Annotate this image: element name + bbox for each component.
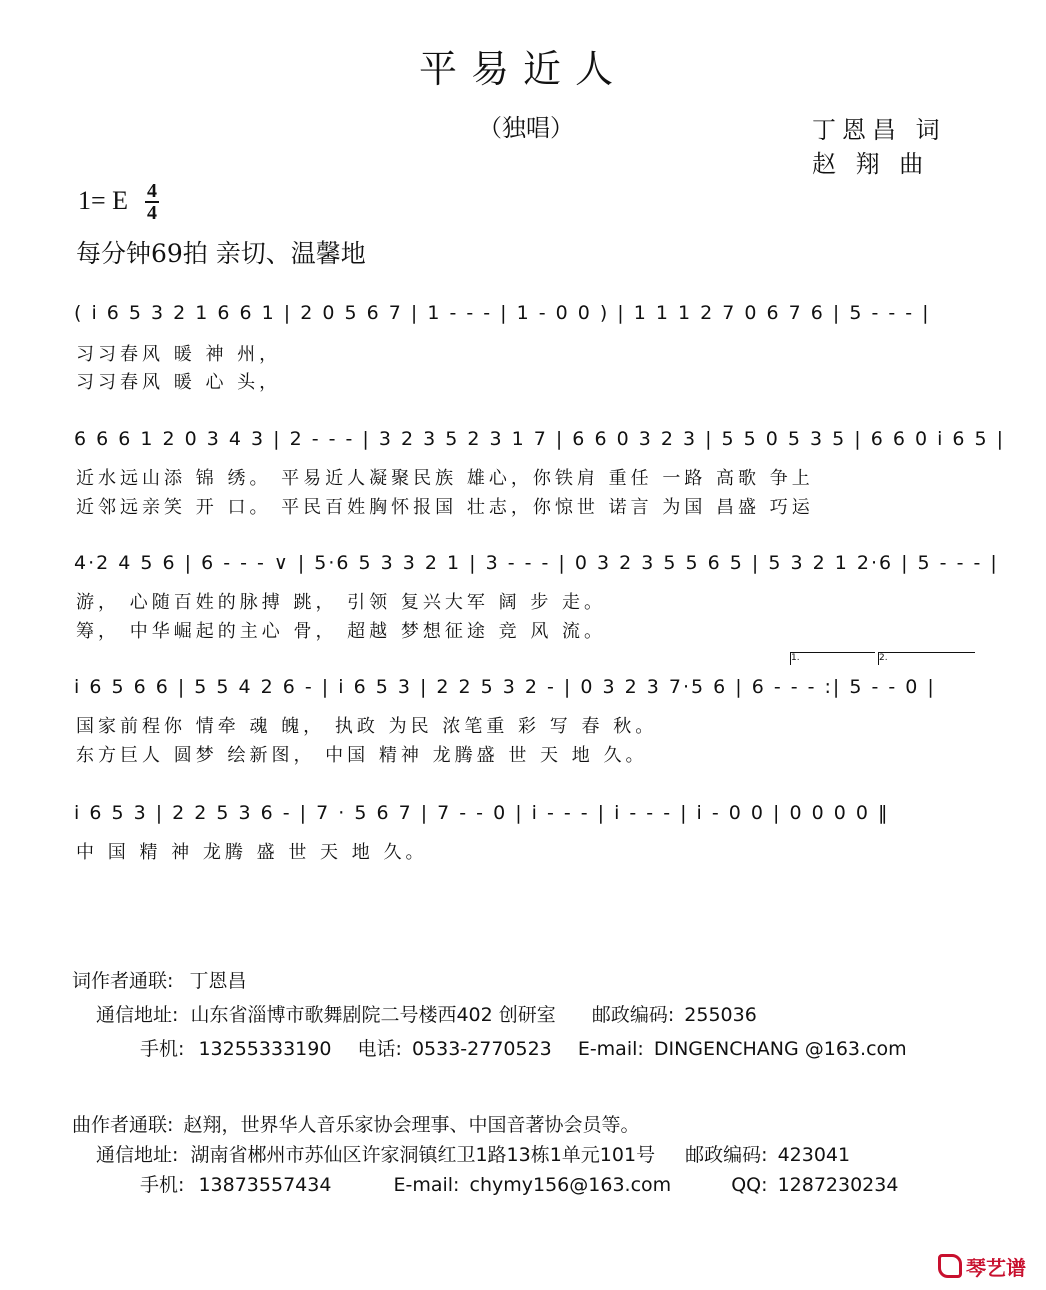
- key-signature: 1= E: [78, 186, 129, 215]
- composer-contact-name: 赵翔，世界华人音乐家协会理事、中国音著协会员等。: [183, 1114, 640, 1136]
- composer-credit: 赵 翔 曲: [812, 150, 930, 178]
- watermark-text: 琴艺谱: [966, 1256, 1026, 1280]
- lyricist-postcode: 255036: [684, 1004, 757, 1026]
- lyricist-address-label: 通信地址:: [96, 1004, 179, 1026]
- lyricist-email: DINGENCHANG @163.com: [653, 1038, 907, 1060]
- lyricist-credit: 丁恩昌 词: [812, 116, 946, 144]
- composer-qq: 1287230234: [777, 1174, 899, 1196]
- lyricist-contact-name-row: [72, 966, 246, 993]
- composer-address-label: 通信地址:: [96, 1144, 179, 1166]
- composer-qq-label: QQ:: [731, 1174, 768, 1196]
- lyricist-tel-label: 电话:: [357, 1038, 402, 1060]
- score-line-2-notes: 6 6 6 1 2 0 3 4 3 | 2 - - - | 3 2 3 5 2 3 1 7 | 6 6 0 3 2 3 | 5 5 0 5 3 5 | 6 6 0 i 6 5 |: [74, 428, 1006, 450]
- time-signature: [145, 181, 159, 223]
- composer-email-label: E-mail:: [393, 1174, 460, 1196]
- score-line-4-lyrics-verse-1: 国家前程你 情牵 魂 魄， 执政 为民 浓笔重 彩 写 春 秋。: [76, 716, 658, 737]
- composer-postcode: 423041: [777, 1144, 851, 1166]
- composer-phone: 13873557434: [198, 1174, 332, 1196]
- score-line-2-lyrics-verse-2: 近邻远亲笑 开 口。 平民百姓胸怀报国 壮志，你惊世 诺言 为国 昌盛 巧运: [76, 497, 814, 518]
- tempo-marking: 每分钟69拍 亲切、温馨地: [76, 239, 366, 268]
- composer-address-row: [96, 1140, 850, 1167]
- lyricist-phone-label: 手机:: [140, 1038, 185, 1060]
- logo-mark-icon: [938, 1254, 962, 1278]
- lyricist-postcode-label: 邮政编码:: [591, 1004, 675, 1026]
- score-line-5-notes: i 6 5 3 | 2 2 5 3 6 - | 7 · 5 6 7 | 7 - - 0 | i - - - | i - - - | i - 0 0 | 0 0 0 0 ‖: [74, 802, 890, 824]
- lyricist-contact-name: 丁恩昌: [189, 970, 247, 992]
- score-line-1-notes: ( i 6 5 3 2 1 6 6 1 | 2 0 5 6 7 | 1 - - - | 1 - 0 0 ) | 1 1 1 2 7 0 6 7 6 | 5 - - - |: [74, 302, 931, 324]
- score-line-1-lyrics-verse-2: 习习春风 暖 心 头，: [76, 372, 282, 393]
- watermark-logo: [938, 1252, 1026, 1281]
- composer-contact-label: 曲作者通联:: [72, 1114, 174, 1136]
- lyricist-tel: 0533-2770523: [411, 1038, 552, 1060]
- composer-phone-row: [140, 1170, 898, 1197]
- composer-address: 湖南省郴州市苏仙区许家洞镇红卫1路13栋1单元101号: [190, 1144, 656, 1166]
- performance-type: （独唱）: [478, 114, 574, 142]
- score-line-2-lyrics-verse-1: 近水远山添 锦 绣。 平易近人凝聚民族 雄心，你铁肩 重任 一路 高歌 争上: [76, 468, 814, 489]
- score-line-3-notes: 4·2 4 5 6 | 6 - - - ∨ | 5·6 5 3 3 2 1 | 3 - - - | 0 3 2 3 5 5 6 5 | 5 3 2 1 2·6 | 5 - - - |: [74, 552, 999, 574]
- lyricist-address-row: [96, 1000, 757, 1027]
- composer-phone-label: 手机:: [140, 1174, 185, 1196]
- time-signature-top: 4: [147, 180, 157, 202]
- lyricist-contact-label: 词作者通联:: [72, 970, 174, 992]
- lyricist-phone-row: [140, 1034, 907, 1061]
- time-signature-bottom: 4: [147, 202, 157, 224]
- score-line-4-lyrics-verse-2: 东方巨人 圆梦 绘新图， 中国 精神 龙腾盛 世 天 地 久。: [76, 745, 648, 766]
- song-title: 平易近人: [418, 47, 627, 91]
- score-line-3-lyrics-verse-1: 游， 心随百姓的脉搏 跳， 引领 复兴大军 阔 步 走。: [76, 592, 607, 613]
- score-line-4-notes: i 6 5 6 6 | 5 5 4 2 6 - | i 6 5 3 | 2 2 5 3 2 - | 0 3 2 3 7·5 6 | 6 - - - :| 5 - - 0 |: [74, 676, 936, 698]
- composer-email: chymy156@163.com: [469, 1174, 672, 1196]
- lyricist-address: 山东省淄博市歌舞剧院二号楼西402 创研室: [190, 1004, 556, 1026]
- lyricist-email-label: E-mail:: [577, 1038, 644, 1060]
- score-line-1-lyrics-verse-1: 习习春风 暖 神 州，: [76, 344, 282, 365]
- second-ending-label: 2.: [879, 653, 888, 663]
- lyricist-phone: 13255333190: [198, 1038, 332, 1060]
- composer-contact-name-row: [72, 1110, 639, 1137]
- second-ending-bracket: [878, 652, 975, 665]
- score-line-5-lyrics: 中 国 精 神 龙腾 盛 世 天 地 久。: [76, 842, 428, 863]
- first-ending-bracket: [790, 652, 875, 665]
- score-line-3-lyrics-verse-2: 筹， 中华崛起的主心 骨， 超越 梦想征途 竞 风 流。: [76, 621, 607, 642]
- first-ending-label: 1.: [791, 653, 800, 663]
- composer-postcode-label: 邮政编码:: [685, 1144, 768, 1166]
